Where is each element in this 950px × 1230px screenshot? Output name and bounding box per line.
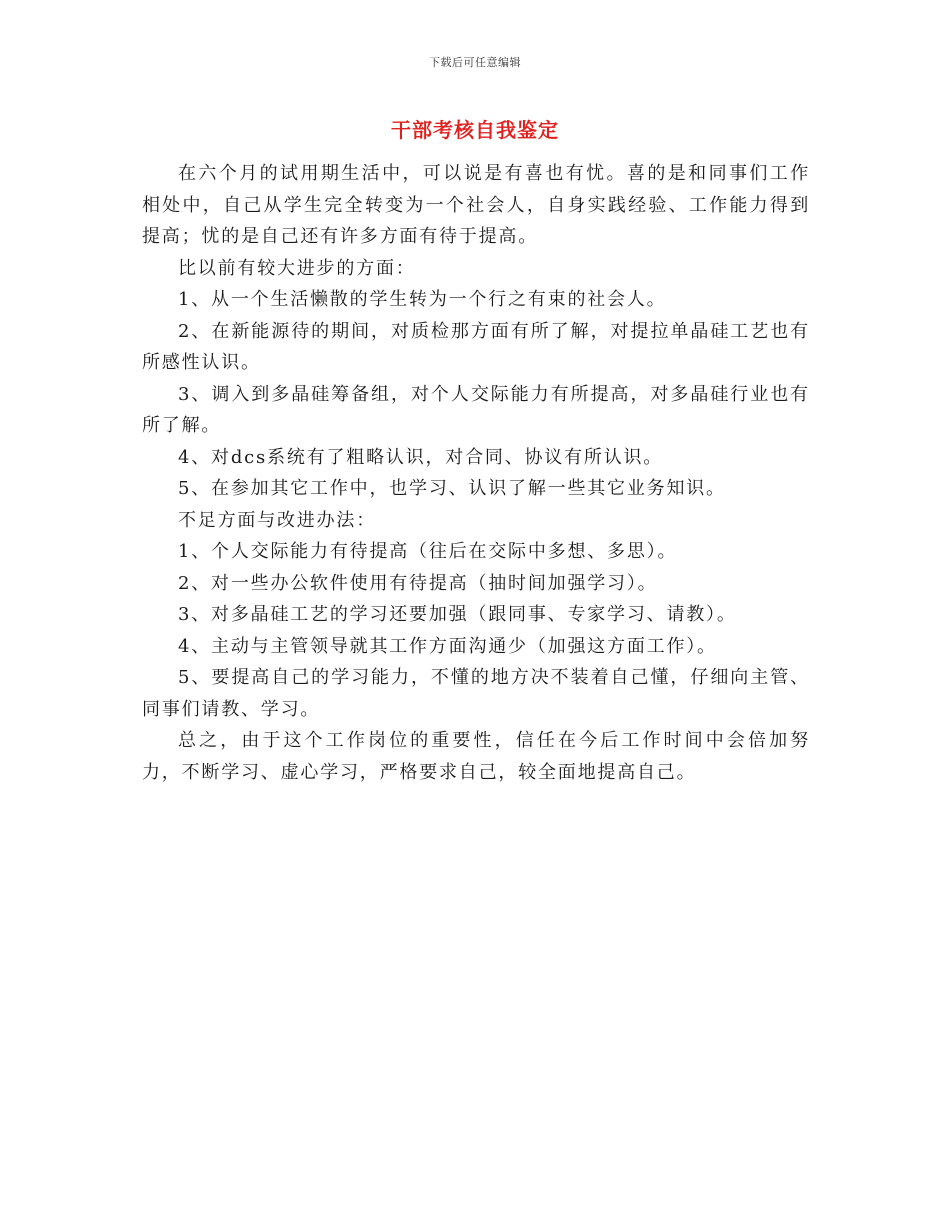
shortcoming-item: 5、要提高自己的学习能力，不懂的地方决不装着自己懂，仔细向主管、同事们请教、学习。 [142, 667, 810, 720]
document-body [142, 158, 810, 788]
paragraph-intro: 在六个月的试用期生活中，可以说是有喜也有忧。喜的是和同事们工作相处中，自己从学生完全转变为一个社会人，自身实践经验、工作能力得到提高；忧的是自己还有许多方面有待于提高。 [142, 163, 810, 247]
progress-item: 3、调入到多晶硅筹备组，对个人交际能力有所提高，对多晶硅行业也有所了解。 [142, 383, 810, 436]
shortcoming-item: 3、对多晶硅工艺的学习还要加强（跟同事、专家学习、请教）。 [178, 604, 737, 625]
section-heading-shortcomings: 不足方面与改进办法： [178, 509, 376, 531]
progress-item: 4、对dcs系统有了粗略认识，对合同、协议有所认识。 [178, 446, 664, 468]
shortcoming-item: 4、主动与主管领导就其工作方面沟通少（加强这方面工作）。 [178, 635, 717, 657]
header-note: 下载后可任意编辑 [429, 56, 521, 69]
paragraph-conclusion: 总之，由于这个工作岗位的重要性，信任在今后工作时间中会倍加努力，不断学习、虚心学习，严格要求自己，较全面地提高自己。 [142, 730, 810, 783]
progress-item: 1、从一个生活懒散的学生转为一个行之有束的社会人。 [178, 289, 667, 310]
shortcoming-item: 1、个人交际能力有待提高（往后在交际中多想、多思）。 [178, 541, 678, 562]
document-title: 干部考核自我鉴定 [391, 118, 559, 142]
progress-item: 2、在新能源待的期间，对质检那方面有所了解，对提拉单晶硅工艺也有所感性认识。 [142, 320, 810, 373]
shortcoming-item: 2、对一些办公软件使用有待提高（抽时间加强学习）。 [178, 572, 658, 594]
section-heading-progress: 比以前有较大进步的方面： [178, 257, 416, 279]
progress-item: 5、在参加其它工作中，也学习、认识了解一些其它业务知识。 [178, 478, 726, 499]
